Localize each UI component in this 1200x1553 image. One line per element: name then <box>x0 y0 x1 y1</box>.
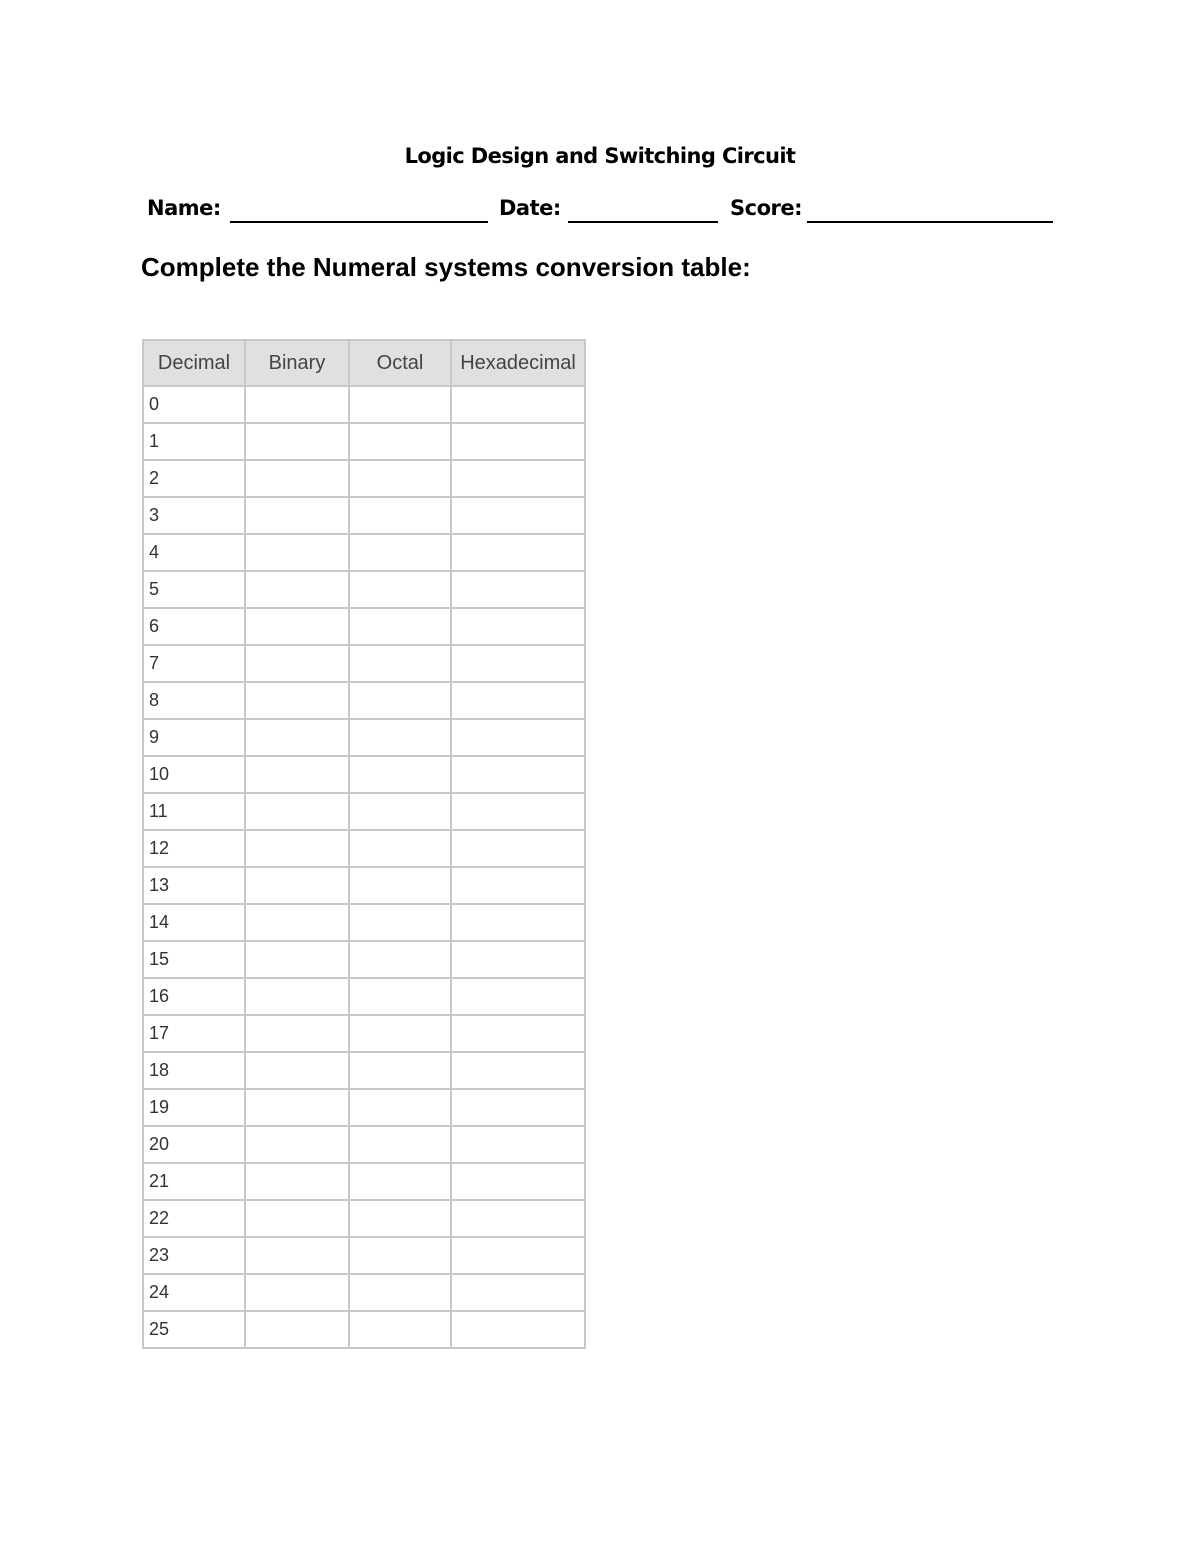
binary-cell[interactable] <box>245 608 349 645</box>
table-row <box>143 1200 585 1237</box>
table-row <box>143 608 585 645</box>
hexadecimal-cell[interactable] <box>451 423 585 460</box>
table-row <box>143 1015 585 1052</box>
hexadecimal-cell[interactable] <box>451 645 585 682</box>
decimal-cell: 12 <box>143 830 245 867</box>
hexadecimal-cell[interactable] <box>451 1015 585 1052</box>
table-row <box>143 756 585 793</box>
hexadecimal-cell[interactable] <box>451 978 585 1015</box>
decimal-cell: 17 <box>143 1015 245 1052</box>
hexadecimal-cell[interactable] <box>451 497 585 534</box>
table-row <box>143 978 585 1015</box>
binary-cell[interactable] <box>245 1052 349 1089</box>
octal-cell[interactable] <box>349 793 451 830</box>
octal-cell[interactable] <box>349 1237 451 1274</box>
name-label: Name: <box>147 196 221 220</box>
decimal-cell: 7 <box>143 645 245 682</box>
octal-cell[interactable] <box>349 941 451 978</box>
binary-cell[interactable] <box>245 941 349 978</box>
decimal-cell: 9 <box>143 719 245 756</box>
decimal-cell: 18 <box>143 1052 245 1089</box>
binary-cell[interactable] <box>245 830 349 867</box>
octal-cell[interactable] <box>349 1089 451 1126</box>
table-row <box>143 423 585 460</box>
decimal-cell: 6 <box>143 608 245 645</box>
score-blank-line[interactable] <box>807 221 1053 223</box>
decimal-cell: 20 <box>143 1126 245 1163</box>
binary-cell[interactable] <box>245 571 349 608</box>
binary-cell[interactable] <box>245 423 349 460</box>
hexadecimal-cell[interactable] <box>451 1052 585 1089</box>
table-row <box>143 571 585 608</box>
table-row <box>143 1052 585 1089</box>
hexadecimal-cell[interactable] <box>451 867 585 904</box>
binary-cell[interactable] <box>245 1311 349 1348</box>
hexadecimal-cell[interactable] <box>451 1274 585 1311</box>
hexadecimal-cell[interactable] <box>451 1311 585 1348</box>
binary-cell[interactable] <box>245 386 349 423</box>
decimal-cell: 2 <box>143 460 245 497</box>
table-row <box>143 1089 585 1126</box>
decimal-cell: 4 <box>143 534 245 571</box>
table-row <box>143 497 585 534</box>
binary-cell[interactable] <box>245 793 349 830</box>
binary-cell[interactable] <box>245 978 349 1015</box>
header-binary: Binary <box>245 340 349 386</box>
octal-cell[interactable] <box>349 1052 451 1089</box>
decimal-cell: 1 <box>143 423 245 460</box>
octal-cell[interactable] <box>349 1274 451 1311</box>
hexadecimal-cell[interactable] <box>451 941 585 978</box>
binary-cell[interactable] <box>245 719 349 756</box>
binary-cell[interactable] <box>245 497 349 534</box>
decimal-cell: 5 <box>143 571 245 608</box>
decimal-cell: 13 <box>143 867 245 904</box>
octal-cell[interactable] <box>349 1015 451 1052</box>
binary-cell[interactable] <box>245 867 349 904</box>
table-body <box>143 386 585 1348</box>
decimal-cell: 21 <box>143 1163 245 1200</box>
conversion-table <box>142 339 586 1349</box>
octal-cell[interactable] <box>349 867 451 904</box>
binary-cell[interactable] <box>245 1089 349 1126</box>
hexadecimal-cell[interactable] <box>451 793 585 830</box>
octal-cell[interactable] <box>349 608 451 645</box>
decimal-cell: 10 <box>143 756 245 793</box>
octal-cell[interactable] <box>349 1200 451 1237</box>
instruction-heading: Complete the Numeral systems conversion table: <box>141 252 751 282</box>
hexadecimal-cell[interactable] <box>451 460 585 497</box>
binary-cell[interactable] <box>245 460 349 497</box>
table-row <box>143 386 585 423</box>
hexadecimal-cell[interactable] <box>451 756 585 793</box>
table-row <box>143 1126 585 1163</box>
table-row <box>143 645 585 682</box>
name-blank-line[interactable] <box>230 221 488 223</box>
table-header-row <box>143 340 585 386</box>
hexadecimal-cell[interactable] <box>451 682 585 719</box>
decimal-cell: 16 <box>143 978 245 1015</box>
binary-cell[interactable] <box>245 1126 349 1163</box>
decimal-cell: 8 <box>143 682 245 719</box>
hexadecimal-cell[interactable] <box>451 1237 585 1274</box>
table-row <box>143 1274 585 1311</box>
table-row <box>143 1237 585 1274</box>
hexadecimal-cell[interactable] <box>451 1200 585 1237</box>
octal-cell[interactable] <box>349 830 451 867</box>
octal-cell[interactable] <box>349 423 451 460</box>
octal-cell[interactable] <box>349 719 451 756</box>
hexadecimal-cell[interactable] <box>451 830 585 867</box>
table-row <box>143 941 585 978</box>
octal-cell[interactable] <box>349 1311 451 1348</box>
decimal-cell: 19 <box>143 1089 245 1126</box>
table-row <box>143 867 585 904</box>
decimal-cell: 22 <box>143 1200 245 1237</box>
decimal-cell: 15 <box>143 941 245 978</box>
hexadecimal-cell[interactable] <box>451 1126 585 1163</box>
octal-cell[interactable] <box>349 756 451 793</box>
table-row <box>143 534 585 571</box>
decimal-cell: 25 <box>143 1311 245 1348</box>
header-hexadecimal: Hexadecimal <box>451 340 585 386</box>
hexadecimal-cell[interactable] <box>451 571 585 608</box>
binary-cell[interactable] <box>245 1163 349 1200</box>
decimal-cell: 24 <box>143 1274 245 1311</box>
octal-cell[interactable] <box>349 497 451 534</box>
decimal-cell: 23 <box>143 1237 245 1274</box>
octal-cell[interactable] <box>349 904 451 941</box>
header-decimal: Decimal <box>143 340 245 386</box>
table-row <box>143 682 585 719</box>
decimal-cell: 0 <box>143 386 245 423</box>
octal-cell[interactable] <box>349 1163 451 1200</box>
binary-cell[interactable] <box>245 534 349 571</box>
hexadecimal-cell[interactable] <box>451 608 585 645</box>
octal-cell[interactable] <box>349 978 451 1015</box>
binary-cell[interactable] <box>245 756 349 793</box>
worksheet-title: Logic Design and Switching Circuit <box>404 144 796 168</box>
hexadecimal-cell[interactable] <box>451 386 585 423</box>
binary-cell[interactable] <box>245 682 349 719</box>
decimal-cell: 11 <box>143 793 245 830</box>
binary-cell[interactable] <box>245 1237 349 1274</box>
octal-cell[interactable] <box>349 571 451 608</box>
hexadecimal-cell[interactable] <box>451 904 585 941</box>
table-row <box>143 1163 585 1200</box>
table-row <box>143 793 585 830</box>
binary-cell[interactable] <box>245 645 349 682</box>
date-blank-line[interactable] <box>568 221 718 223</box>
hexadecimal-cell[interactable] <box>451 1163 585 1200</box>
header-fields <box>147 196 1067 230</box>
binary-cell[interactable] <box>245 1274 349 1311</box>
octal-cell[interactable] <box>349 534 451 571</box>
score-label: Score: <box>730 196 802 220</box>
binary-cell[interactable] <box>245 904 349 941</box>
decimal-cell: 3 <box>143 497 245 534</box>
table-row <box>143 904 585 941</box>
octal-cell[interactable] <box>349 682 451 719</box>
header-octal: Octal <box>349 340 451 386</box>
table-row <box>143 1311 585 1348</box>
octal-cell[interactable] <box>349 1126 451 1163</box>
date-label: Date: <box>499 196 561 220</box>
octal-cell[interactable] <box>349 645 451 682</box>
octal-cell[interactable] <box>349 460 451 497</box>
hexadecimal-cell[interactable] <box>451 1089 585 1126</box>
binary-cell[interactable] <box>245 1015 349 1052</box>
decimal-cell: 14 <box>143 904 245 941</box>
hexadecimal-cell[interactable] <box>451 719 585 756</box>
table-row <box>143 830 585 867</box>
table-row <box>143 460 585 497</box>
binary-cell[interactable] <box>245 1200 349 1237</box>
hexadecimal-cell[interactable] <box>451 534 585 571</box>
table-row <box>143 719 585 756</box>
octal-cell[interactable] <box>349 386 451 423</box>
